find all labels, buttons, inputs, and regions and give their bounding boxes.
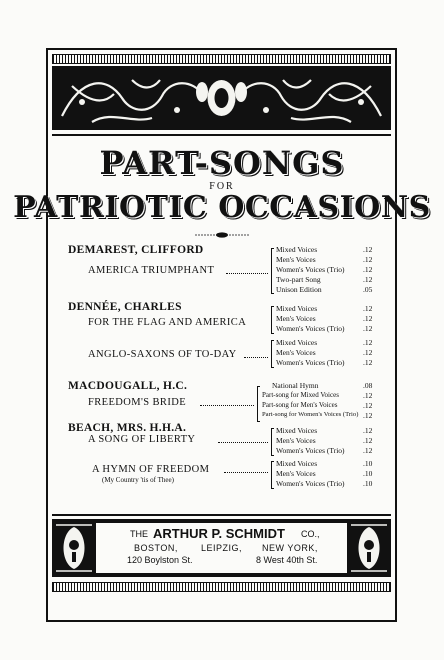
bottom-divider [52, 514, 391, 516]
flourish-divider-icon [195, 231, 249, 239]
address-new-york: 8 West 40th St. [256, 555, 318, 565]
composer-demarest: DEMAREST, CLIFFORD [68, 244, 204, 256]
edition-label: Men's Voices [276, 255, 316, 264]
top-divider [52, 134, 391, 136]
title-for: FOR [209, 181, 235, 192]
city-new-york: NEW YORK, [262, 543, 318, 553]
edition-label: Mixed Voices [276, 304, 318, 313]
edition-label: Part-song for Mixed Voices [262, 391, 339, 399]
edition-price: .12 [363, 426, 373, 435]
edition-brace [271, 461, 274, 489]
edition-price: .12 [363, 411, 373, 420]
edition-label: Mixed Voices [276, 459, 318, 468]
edition-brace [271, 340, 274, 368]
edition-brace [257, 386, 260, 422]
city-leipzig: LEIPZIG, [201, 543, 243, 553]
edition-price: .10 [363, 459, 373, 468]
edition-price: .12 [363, 304, 373, 313]
city-boston: BOSTON, [134, 543, 178, 553]
edition-label: Mixed Voices [276, 245, 318, 254]
composer-macdougall: MACDOUGALL, H.C. [68, 380, 188, 392]
composer-beach: BEACH, MRS. H.H.A. [68, 422, 187, 434]
edition-price: .12 [363, 446, 373, 455]
edition-price: .12 [363, 275, 373, 284]
edition-label: Men's Voices [276, 348, 316, 357]
song-anglo-saxons: ANGLO-SAXONS OF TO-DAY [88, 349, 237, 360]
leader-dots [226, 273, 268, 274]
publisher-the: THE [130, 529, 148, 539]
edition-price: .12 [363, 338, 373, 347]
edition-label: Women's Voices (Trio) [276, 479, 345, 488]
song-a-hymn-of-freedom: A HYMN OF FREEDOM [92, 464, 210, 475]
leader-dots [224, 472, 268, 473]
address-boston: 120 Boylston St. [127, 555, 193, 565]
edition-price: .05 [363, 285, 373, 294]
edition-label: Men's Voices [276, 469, 316, 478]
publisher-name: ARTHUR P. SCHMIDT [153, 526, 285, 541]
publisher-co: CO., [301, 529, 320, 539]
acanthus-ornament-icon [52, 66, 391, 130]
edition-price: .12 [363, 245, 373, 254]
edition-brace [271, 306, 274, 334]
song-freedoms-bride: FREEDOM'S BRIDE [88, 397, 187, 408]
edition-price: .12 [363, 358, 373, 367]
edition-label: Women's Voices (Trio) [276, 446, 345, 455]
edition-price: .10 [363, 479, 373, 488]
edition-price: .12 [363, 348, 373, 357]
edition-label: Men's Voices [276, 436, 316, 445]
bottom-ruled-band [52, 582, 391, 592]
edition-price: .08 [363, 381, 373, 390]
composer-dennee: DENNÉE, CHARLES [68, 301, 182, 313]
edition-label: Part-song for Men's Voices [262, 401, 338, 409]
edition-price: .12 [363, 436, 373, 445]
edition-price: .10 [363, 469, 373, 478]
edition-label: National Hymn [272, 381, 319, 390]
edition-price: .12 [363, 391, 373, 400]
edition-label: Women's Voices (Trio) [276, 358, 345, 367]
edition-label: Part-song for Women's Voices (Trio) [262, 411, 359, 418]
edition-price: .12 [363, 314, 373, 323]
edition-label: Mixed Voices [276, 338, 318, 347]
edition-price: .12 [363, 401, 373, 410]
edition-brace [271, 428, 274, 456]
edition-brace [271, 248, 274, 294]
leader-dots [218, 442, 268, 443]
edition-label: Women's Voices (Trio) [276, 324, 345, 333]
edition-price: .12 [363, 255, 373, 264]
edition-label: Unison Edition [276, 285, 322, 294]
edition-label: Two-part Song [276, 275, 321, 284]
song-for-the-flag: FOR THE FLAG AND AMERICA [88, 317, 247, 328]
song-america-triumphant: AMERICA TRIUMPHANT [88, 265, 215, 276]
edition-label: Men's Voices [276, 314, 316, 323]
song-a-song-of-liberty: A SONG OF LIBERTY [88, 434, 196, 445]
top-ornament-band [52, 66, 391, 130]
edition-price: .12 [363, 324, 373, 333]
leader-dots [200, 405, 254, 406]
page-title-line1: PART-SONGS [99, 144, 345, 182]
page-title-line2: PATRIOTIC OCCASIONS [13, 190, 431, 225]
song-subtitle: (My Country 'tis of Thee) [102, 476, 174, 484]
edition-label: Women's Voices (Trio) [276, 265, 345, 274]
leader-dots [244, 357, 268, 358]
top-ruled-band [52, 54, 391, 64]
edition-label: Mixed Voices [276, 426, 318, 435]
edition-price: .12 [363, 265, 373, 274]
